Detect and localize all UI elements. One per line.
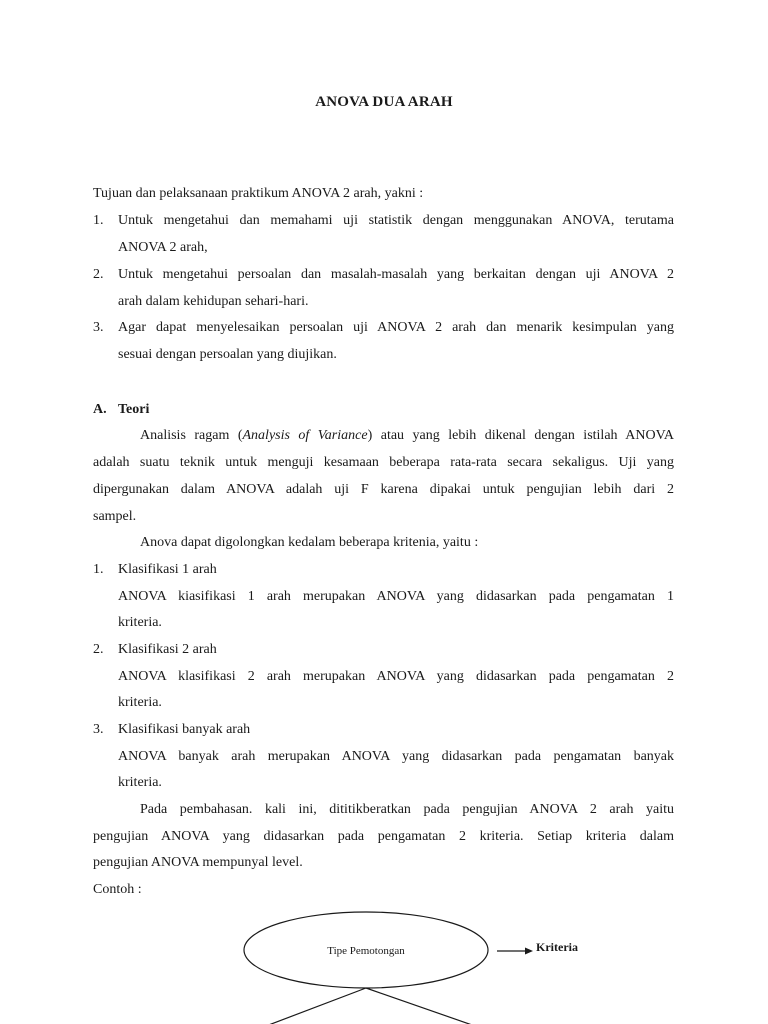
class-3-line-1: ANOVA banyak arah merupakan ANOVA yang didasarkan pada pengamatan banyak bbox=[118, 749, 674, 764]
goal-3-line-1: Agar dapat menyelesaikan persoalan uji ANOVA 2 arah dan menarik kesimpulan yang bbox=[118, 320, 674, 335]
branch-left bbox=[266, 988, 366, 1024]
class-1-name: Klasifikasi 1 arah bbox=[118, 562, 217, 577]
ellipse-label: Tipe Pemotongan bbox=[327, 945, 405, 957]
para-1-line-4: sampel. bbox=[93, 509, 137, 524]
para-2: Anova dapat digolongkan kedalam beberapa kritenia, yaitu : bbox=[140, 535, 479, 550]
para-3-line-1: Pada pembahasan. kali ini, dititikberatkan pada pengujian ANOVA 2 arah yaitu bbox=[140, 802, 674, 817]
arrow-label: Kriteria bbox=[536, 940, 578, 954]
goal-2-number: 2. bbox=[93, 267, 104, 282]
goal-2-line-2: arah dalam kehidupan sehari-hari. bbox=[118, 294, 309, 309]
section-a-label: A. bbox=[93, 402, 107, 417]
class-2-line-2: kriteria. bbox=[118, 695, 162, 710]
section-a-heading: Teori bbox=[118, 402, 150, 417]
class-3-number: 3. bbox=[93, 722, 104, 737]
class-2-line-1: ANOVA klasifikasi 2 arah merupakan ANOVA yang didasarkan pada pengamatan 2 bbox=[118, 669, 674, 684]
class-1-line-2: kriteria. bbox=[118, 615, 162, 630]
para-1-line-1: Analisis ragam (Analysis of Variance) atau yang lebih dikenal dengan istilah ANOVA bbox=[140, 428, 674, 443]
para-3-line-3: pengujian ANOVA mempunyal level. bbox=[93, 855, 303, 870]
para-3-line-2: pengujian ANOVA yang didasarkan pada pengamatan 2 kriteria. Setiap kriteria dalam bbox=[93, 829, 674, 844]
example-diagram bbox=[0, 900, 768, 1024]
class-3-line-2: kriteria. bbox=[118, 775, 162, 790]
goal-3-line-2: sesuai dengan persoalan yang diujikan. bbox=[118, 347, 337, 362]
goal-3-number: 3. bbox=[93, 320, 104, 335]
goal-2-line-1: Untuk mengetahui persoalan dan masalah-masalah yang berkaitan dengan uji ANOVA 2 bbox=[118, 267, 674, 282]
arrow-head-icon bbox=[525, 948, 533, 955]
class-2-name: Klasifikasi 2 arah bbox=[118, 642, 217, 657]
goal-1-line-2: ANOVA 2 arah, bbox=[118, 240, 208, 255]
class-1-line-1: ANOVA kiasifikasi 1 arah merupakan ANOVA yang didasarkan pada pengamatan 1 bbox=[118, 589, 674, 604]
para-1-line-3: dipergunakan dalam ANOVA adalah uji F karena dipakai untuk pengujian lebih dari 2 bbox=[93, 482, 674, 497]
class-1-number: 1. bbox=[93, 562, 104, 577]
intro-text: Tujuan dan pelaksanaan praktikum ANOVA 2 arah, yakni : bbox=[93, 186, 424, 201]
page-title: ANOVA DUA ARAH bbox=[315, 94, 453, 110]
branch-right bbox=[366, 988, 475, 1024]
class-2-number: 2. bbox=[93, 642, 104, 657]
para-1-line-2: adalah suatu teknik untuk menguji kesamaan beberapa rata-rata secara sekaligus. Uji yang bbox=[93, 455, 674, 470]
goal-1-line-1: Untuk mengetahui dan memahami uji statistik dengan menggunakan ANOVA, terutama bbox=[118, 213, 674, 228]
class-3-name: Klasifikasi banyak arah bbox=[118, 722, 251, 737]
example-label: Contoh : bbox=[93, 882, 142, 897]
goal-1-number: 1. bbox=[93, 213, 104, 228]
